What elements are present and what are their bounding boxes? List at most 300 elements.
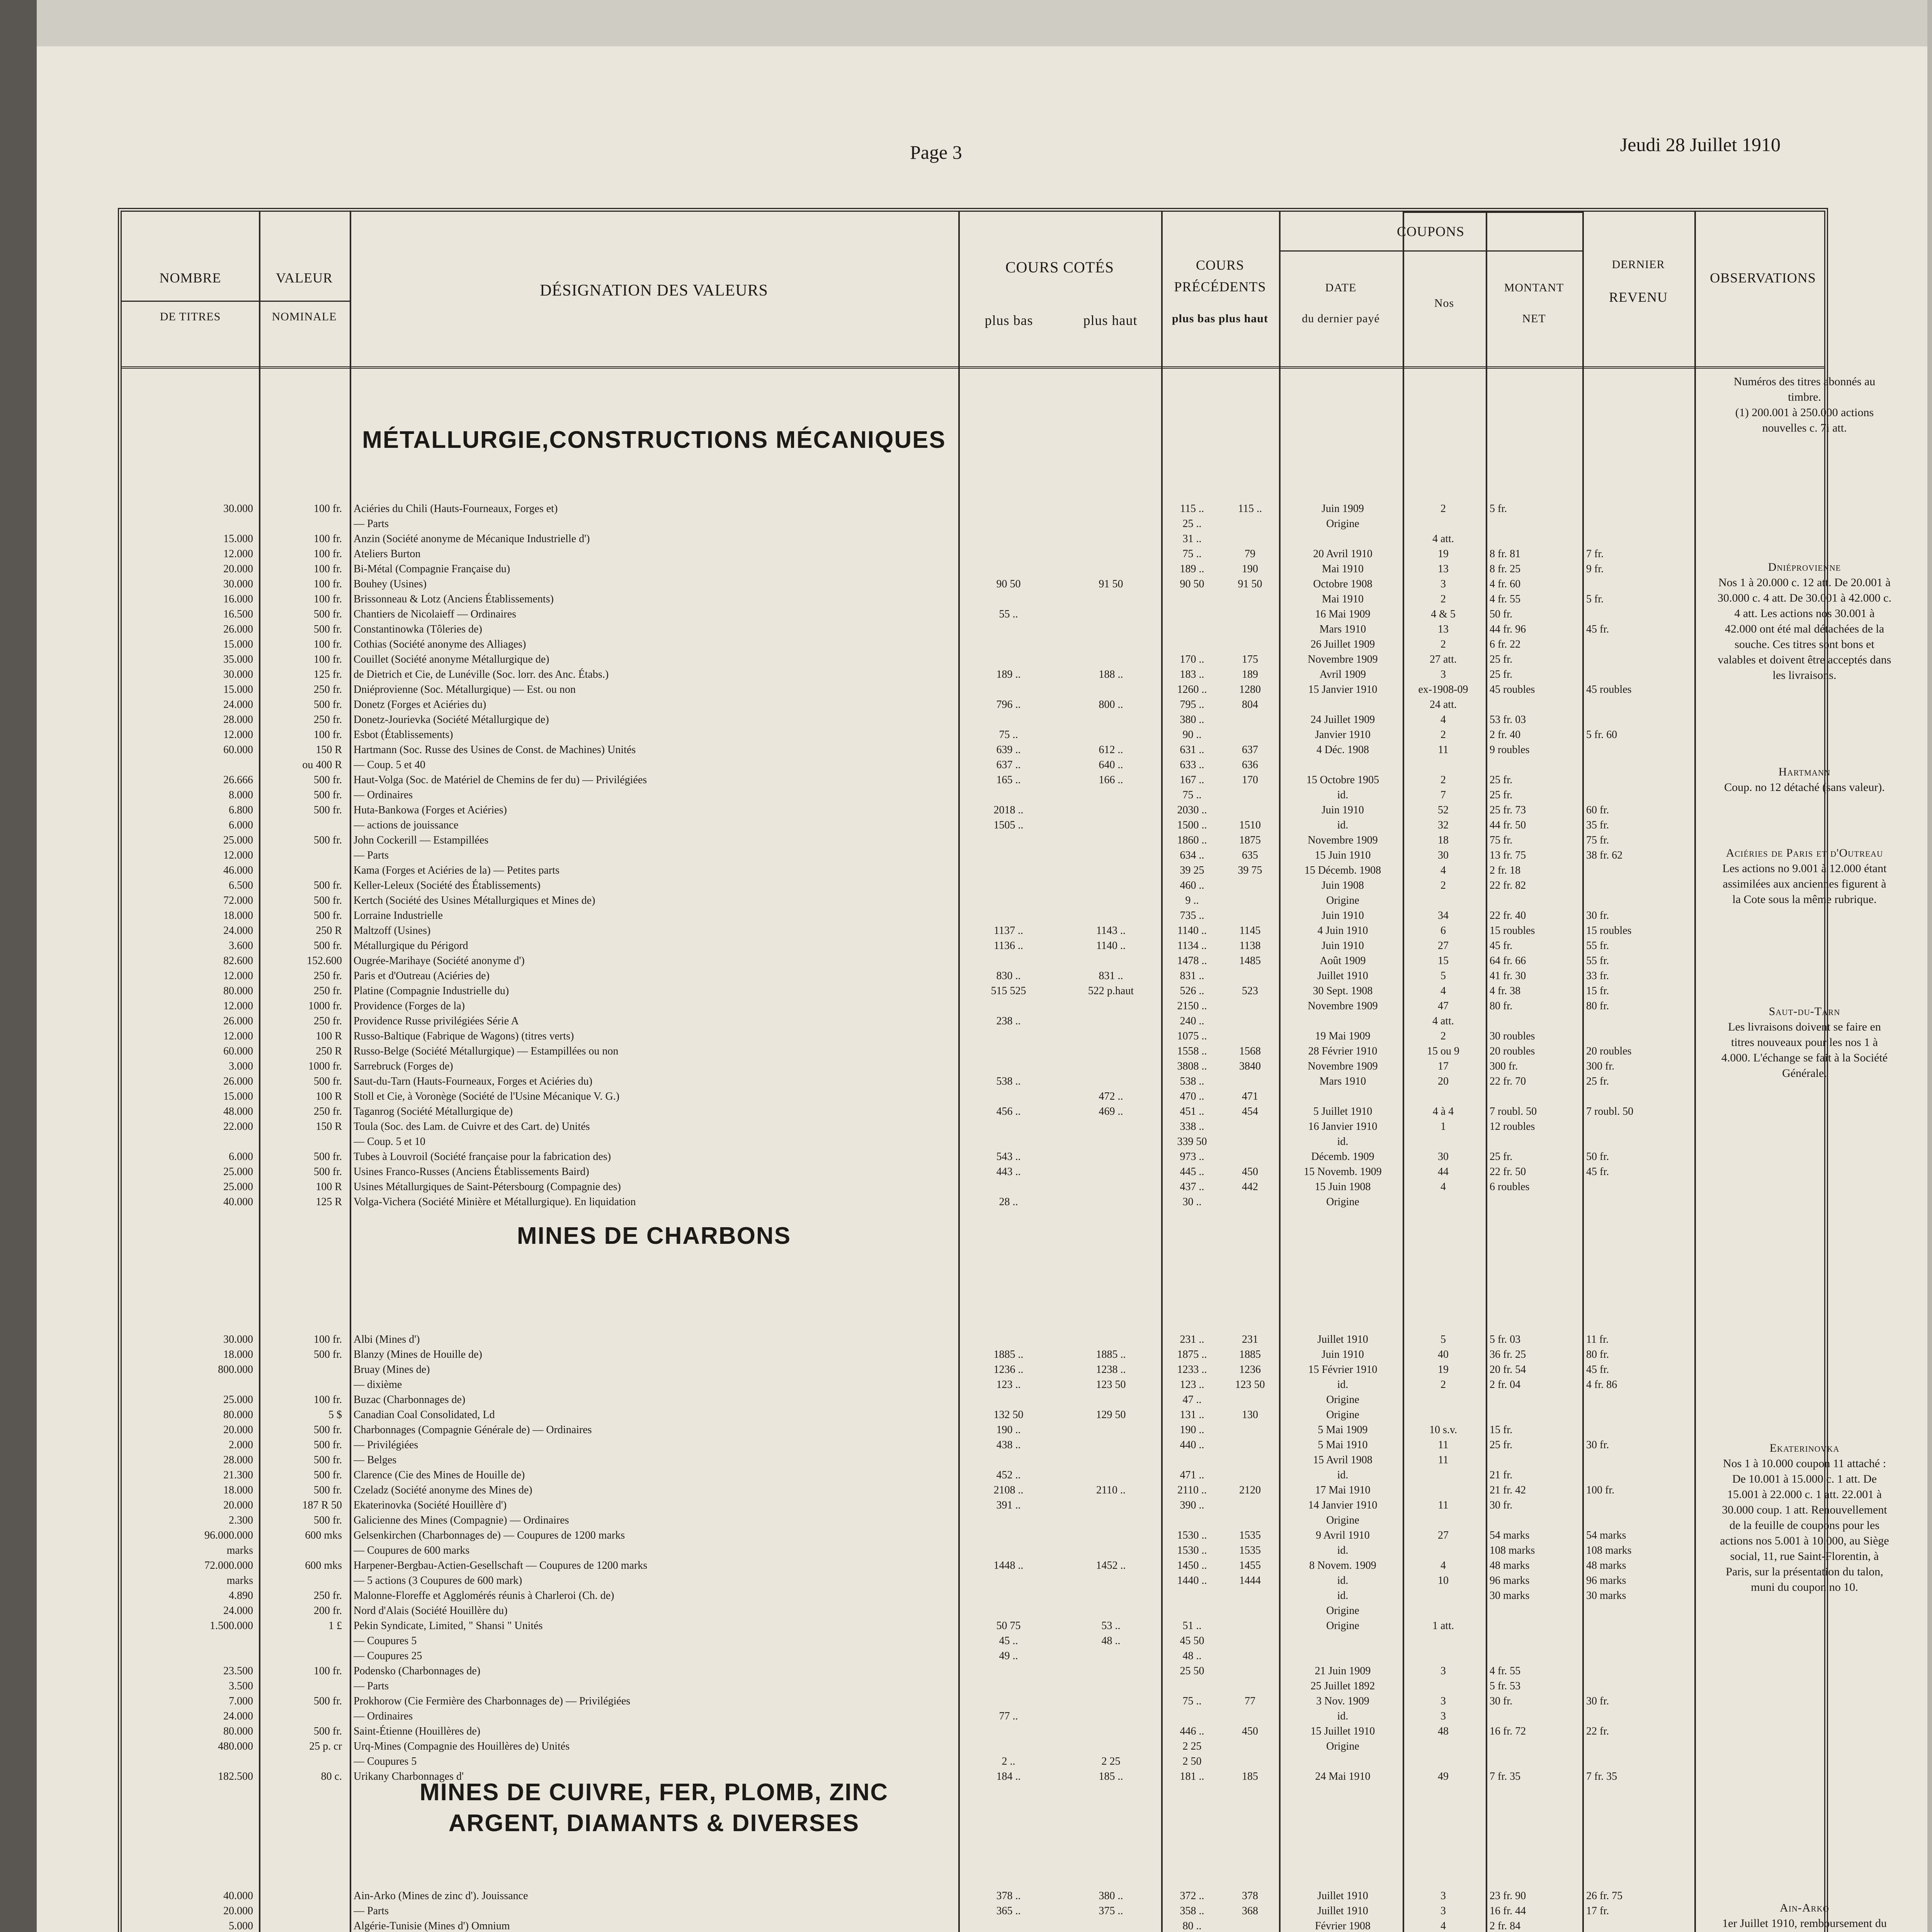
cell-revenu: 100 fr. [1586, 1484, 1615, 1496]
page-number: Page 3 [910, 141, 962, 163]
cell-plus-haut: 123 50 [1096, 1379, 1126, 1391]
cell-plus-bas: 75 .. [999, 729, 1018, 741]
cell-valeur: 100 fr. [313, 638, 342, 650]
cell-prec-bas: 80 .. [1182, 1920, 1202, 1932]
cell-designation: — Belges [354, 1454, 397, 1466]
cell-prec-bas: 2030 .. [1177, 804, 1207, 816]
cell-prec-bas: 31 .. [1182, 533, 1202, 545]
cell-designation: Aciéries du Chili (Hauts-Fourneaux, Forges et) [354, 503, 558, 515]
table-row [122, 833, 1824, 848]
cell-coupon-date: 24 Mai 1910 [1315, 1770, 1371, 1782]
obs-tarn-text: Les livraisons doivent se faire en titres nouveaux pour les nos 1 à 4.000. L'échange se fait à la Société Générale. [1721, 1020, 1888, 1080]
cell-prec-bas: 538 .. [1180, 1075, 1204, 1087]
cell-prec-bas: 2 50 [1182, 1755, 1202, 1767]
cell-coupon-date: 21 Juin 1909 [1315, 1665, 1371, 1677]
cell-designation: Kertch (Société des Usines Métallurgiques et Mines de) [354, 895, 595, 906]
cell-plus-bas: 90 50 [996, 578, 1021, 590]
cell-valeur: 100 fr. [313, 653, 342, 665]
cell-coupon-no: 2 [1440, 638, 1446, 650]
cell-valeur: 100 fr. [313, 563, 342, 575]
cell-revenu: 108 marks [1586, 1544, 1632, 1556]
cell-prec-haut: 231 [1242, 1333, 1258, 1345]
cell-plus-bas: 637 .. [996, 759, 1021, 771]
table-row [122, 697, 1824, 712]
cell-designation: — Ordinaires [354, 1710, 413, 1722]
cell-designation: — Coupures 25 [354, 1650, 422, 1662]
cell-montant: 4 fr. 38 [1490, 985, 1521, 997]
cell-nombre: 22.000 [223, 1121, 253, 1133]
table-row [122, 1498, 1824, 1513]
cell-coupon-no: 11 [1438, 744, 1449, 756]
cell-coupon-no: 3 [1440, 1890, 1446, 1902]
cell-nombre: 25.000 [223, 1166, 253, 1178]
cell-nombre: 72.000.000 [204, 1560, 253, 1571]
cell-prec-haut: 77 [1245, 1695, 1255, 1707]
cell-montant: 4 fr. 55 [1490, 593, 1521, 605]
cell-prec-bas: 2110 .. [1177, 1484, 1207, 1496]
cell-coupon-date: 4 Déc. 1908 [1316, 744, 1369, 756]
cell-nombre: 16.000 [223, 593, 253, 605]
cell-coupon-no: 11 [1438, 1454, 1449, 1466]
table-row [122, 1165, 1824, 1179]
cell-designation: — Privilégiées [354, 1439, 418, 1451]
obs-outreau [1718, 845, 1891, 907]
header-subrule-left [122, 301, 350, 302]
cell-montant: 300 fr. [1490, 1060, 1518, 1072]
cell-coupon-date: id. [1337, 1469, 1349, 1481]
cell-coupon-date: Origine [1326, 518, 1359, 530]
cell-coupon-no: 27 [1438, 940, 1449, 952]
cell-nombre: 1.500.000 [210, 1620, 253, 1632]
cell-coupon-date: Décemb. 1909 [1311, 1151, 1374, 1163]
cell-coupon-date: 24 Juillet 1909 [1310, 714, 1375, 726]
cell-revenu: 15 roubles [1586, 925, 1632, 937]
cell-revenu: 55 fr. [1586, 940, 1609, 952]
cell-designation: Constantinowka (Tôleries de) [354, 623, 482, 635]
obs-ekat-title: Ekaterinovka [1769, 1442, 1840, 1454]
cell-nombre: marks [226, 1575, 253, 1587]
cell-montant: 80 fr. [1490, 1000, 1513, 1012]
cell-prec-bas: 1478 .. [1177, 955, 1207, 967]
cell-revenu: 15 fr. [1586, 985, 1609, 997]
cell-coupon-no: 2 [1440, 503, 1446, 515]
table-row [122, 1604, 1824, 1618]
cell-valeur: 100 fr. [313, 548, 342, 560]
cell-nombre: 20.000 [223, 1905, 253, 1917]
table-row [122, 1528, 1824, 1543]
cell-designation: Esbot (Établissements) [354, 729, 453, 741]
cell-designation: — dixième [354, 1379, 402, 1391]
table-row [122, 1664, 1824, 1679]
cell-prec-haut: 368 [1242, 1905, 1258, 1917]
cell-nombre: 12.000 [223, 1030, 253, 1042]
col-observations: OBSERVATIONS [1710, 270, 1816, 286]
cell-prec-haut: 378 [1242, 1890, 1258, 1902]
cell-nombre: 4.890 [229, 1590, 253, 1602]
cell-revenu: 45 roubles [1586, 684, 1632, 696]
cell-designation: — Parts [354, 518, 389, 530]
cell-montant: 75 fr. [1490, 834, 1513, 846]
cell-coupon-date: 9 Avril 1910 [1316, 1529, 1370, 1541]
cell-valeur: 1000 fr. [308, 1000, 342, 1012]
book-binding [0, 0, 37, 1932]
cell-coupon-date: 3 Nov. 1909 [1316, 1695, 1369, 1707]
cell-coupon-date: id. [1337, 1590, 1349, 1602]
obs-saut-du-tarn [1718, 1004, 1891, 1081]
table-row [122, 893, 1824, 908]
cell-designation: Paris et d'Outreau (Aciéries de) [354, 970, 490, 982]
cell-coupon-date: id. [1337, 1136, 1349, 1148]
cell-valeur: 250 fr. [313, 1105, 342, 1117]
table-row [122, 1724, 1824, 1739]
table-row [122, 1739, 1824, 1754]
cell-designation: Bouhey (Usines) [354, 578, 427, 590]
cell-coupon-date: 15 Février 1910 [1308, 1364, 1378, 1376]
cell-prec-haut: 635 [1242, 849, 1258, 861]
cell-coupon-no: 4 à 4 [1432, 1105, 1454, 1117]
cell-montant: 5 fr. 03 [1490, 1333, 1521, 1345]
cell-coupon-date: Juillet 1910 [1317, 1890, 1368, 1902]
cell-valeur: 500 fr. [313, 699, 342, 711]
cell-nombre: 182.500 [218, 1770, 253, 1782]
cell-designation: — Coup. 5 et 40 [354, 759, 425, 771]
cell-designation: Urikany Charbonnages d' [354, 1770, 464, 1782]
col-cours-cotes: COURS COTÉS [1005, 259, 1114, 276]
cell-designation: — Coupures 5 [354, 1635, 417, 1647]
cell-coupon-date: 5 Mai 1909 [1318, 1424, 1368, 1436]
cell-prec-haut: 2120 [1239, 1484, 1261, 1496]
cell-prec-bas: 1860 .. [1177, 834, 1207, 846]
cell-nombre: 26.000 [223, 623, 253, 635]
cell-coupon-date: Mars 1910 [1319, 1075, 1366, 1087]
cell-plus-haut: 1238 .. [1096, 1364, 1126, 1376]
cell-coupon-date: 20 Avril 1910 [1313, 548, 1372, 560]
cell-coupon-no: 4 [1440, 985, 1446, 997]
cell-coupon-no: 11 [1438, 1439, 1449, 1451]
cell-nombre: 12.000 [223, 849, 253, 861]
cell-designation: Podensko (Charbonnages de) [354, 1665, 481, 1677]
cell-coupon-no: 4 & 5 [1431, 608, 1456, 620]
table-row [122, 848, 1824, 863]
cell-coupon-date: 15 Juillet 1910 [1310, 1725, 1375, 1737]
cell-montant: 22 fr. 40 [1490, 910, 1526, 922]
cell-plus-haut: 522 p.haut [1088, 985, 1134, 997]
col-cours-precedents: COURS PRÉCÉDENTS [1174, 257, 1266, 294]
cell-prec-haut: 450 [1242, 1166, 1258, 1178]
cell-plus-bas: 1505 .. [993, 819, 1024, 831]
cell-plus-haut: 166 .. [1099, 774, 1123, 786]
cell-nombre: 18.000 [223, 1484, 253, 1496]
cell-valeur: 100 fr. [313, 1394, 342, 1406]
cell-prec-bas: 1140 .. [1177, 925, 1207, 937]
cell-plus-bas: 1137 .. [994, 925, 1023, 937]
cell-coupon-date: 4 Juin 1910 [1317, 925, 1368, 937]
col-dernier: DERNIER [1612, 258, 1665, 271]
obs-ainarko-title: Ain-Arko [1780, 1901, 1829, 1914]
cell-coupon-date: Origine [1326, 1514, 1359, 1526]
cell-montant: 12 roubles [1490, 1121, 1535, 1133]
cell-prec-bas: 1530 .. [1177, 1544, 1207, 1556]
table-row [122, 1588, 1824, 1603]
table-row [122, 1649, 1824, 1663]
cell-coupon-no: 2 [1440, 1379, 1446, 1391]
col-numeros: Nos [1434, 297, 1454, 310]
cell-nombre: 6.500 [229, 879, 253, 891]
cell-coupon-no: 3 [1440, 1695, 1446, 1707]
cell-nombre: 6.000 [229, 819, 253, 831]
table-row [122, 818, 1824, 833]
cell-prec-haut: 450 [1242, 1725, 1258, 1737]
cell-prec-haut: 91 50 [1238, 578, 1262, 590]
cell-prec-bas: 25 50 [1180, 1665, 1204, 1677]
cell-coupon-no: 13 [1438, 563, 1449, 575]
cell-nombre: 8.000 [229, 789, 253, 801]
table-row [122, 758, 1824, 772]
obs-hartmann [1718, 764, 1891, 795]
cell-prec-bas: 167 .. [1180, 774, 1204, 786]
cell-montant: 96 marks [1490, 1575, 1530, 1587]
cell-revenu: 80 fr. [1586, 1349, 1609, 1361]
cell-valeur: 150 R [316, 744, 342, 756]
obs-outreau-text: Les actions no 9.001 à 12.000 étant assimilées aux anciennes figurent à la Cote sous la même rubrique. [1722, 862, 1887, 906]
cell-designation: Donetz-Jourievka (Société Métallurgique de) [354, 714, 549, 726]
cell-nombre: 16.500 [223, 608, 253, 620]
cell-montant: 53 fr. 03 [1490, 714, 1526, 726]
cell-nombre: 40.000 [223, 1196, 253, 1208]
cell-plus-bas: 190 .. [996, 1424, 1021, 1436]
cell-prec-haut: 189 [1242, 668, 1258, 680]
cell-designation: Ougrée-Marihaye (Société anonyme d') [354, 955, 525, 967]
cell-coupon-no: 4 [1440, 1920, 1446, 1932]
table-row [122, 1904, 1824, 1918]
cell-prec-bas: 181 .. [1180, 1770, 1204, 1782]
cell-coupon-no: 15 [1438, 955, 1449, 967]
cell-coupon-no: 2 [1440, 774, 1446, 786]
cell-designation: de Dietrich et Cie, de Lunéville (Soc. lorr. des Anc. Étabs.) [354, 668, 609, 680]
cell-valeur: 250 fr. [313, 985, 342, 997]
cell-nombre: 23.500 [223, 1665, 253, 1677]
cell-coupon-date: Mars 1910 [1319, 623, 1366, 635]
cell-prec-haut: 636 [1242, 759, 1258, 771]
table-row [122, 1543, 1824, 1558]
cell-designation: Toula (Soc. des Lam. de Cuivre et des Cart. de) Unités [354, 1121, 590, 1133]
cell-designation: Chantiers de Nicolaieff — Ordinaires [354, 608, 516, 620]
cell-montant: 2 fr. 84 [1490, 1920, 1521, 1932]
cell-coupon-date: 17 Mai 1910 [1315, 1484, 1371, 1496]
cell-revenu: 75 fr. [1586, 834, 1609, 846]
col-nominale: NOMINALE [272, 310, 337, 323]
cell-prec-haut: 1145 [1239, 925, 1261, 937]
table-row [122, 863, 1824, 878]
cell-prec-bas: 440 .. [1180, 1439, 1204, 1451]
cell-valeur: 500 fr. [313, 834, 342, 846]
obs-timbre [1718, 374, 1891, 436]
cell-revenu: 48 marks [1586, 1560, 1626, 1571]
cell-plus-bas: 49 .. [999, 1650, 1018, 1662]
cell-revenu: 300 fr. [1586, 1060, 1615, 1072]
cell-plus-haut: 91 50 [1099, 578, 1123, 590]
cell-prec-bas: 90 .. [1182, 729, 1202, 741]
cell-coupon-date: id. [1337, 1379, 1349, 1391]
table-row [122, 682, 1824, 697]
cell-coupon-date: Origine [1326, 1196, 1359, 1208]
cell-designation: Huta-Bankowa (Forges et Aciéries) [354, 804, 507, 816]
cell-plus-haut: 469 .. [1099, 1105, 1123, 1117]
obs-ainarko-text: 1er Juillet 1910, remboursement du [1722, 1917, 1887, 1930]
cell-prec-bas: 231 .. [1180, 1333, 1204, 1345]
cell-plus-bas: 28 .. [999, 1196, 1018, 1208]
cell-designation: Russo-Belge (Société Métallurgique) — Estampillées ou non [354, 1045, 619, 1057]
cell-designation: — Coupures 5 [354, 1755, 417, 1767]
cell-valeur: 500 fr. [313, 1349, 342, 1361]
cell-valeur: 25 p. cr [309, 1740, 342, 1752]
cell-coupon-date: 30 Sept. 1908 [1313, 985, 1373, 997]
cell-designation: — Parts [354, 1680, 389, 1692]
cell-valeur: 1000 fr. [308, 1060, 342, 1072]
table-row [122, 622, 1824, 637]
cell-designation: Usines Métallurgiques de Saint-Pétersbourg (Compagnie des) [354, 1181, 621, 1193]
cell-prec-bas: 973 .. [1180, 1151, 1204, 1163]
cell-prec-bas: 47 .. [1182, 1394, 1202, 1406]
cell-montant: 15 roubles [1490, 925, 1535, 937]
cell-revenu: 20 roubles [1586, 1045, 1632, 1057]
cell-coupon-date: Juin 1908 [1321, 879, 1364, 891]
cell-valeur: 100 R [316, 1090, 342, 1102]
cell-montant: 44 fr. 50 [1490, 819, 1526, 831]
cell-coupon-date: Juin 1910 [1321, 804, 1364, 816]
cell-prec-bas: 339 50 [1177, 1136, 1207, 1148]
cell-valeur: 500 fr. [313, 1075, 342, 1087]
cell-designation: Usines Franco-Russes (Anciens Établissements Baird) [354, 1166, 589, 1178]
cell-designation: — actions de jouissance [354, 819, 459, 831]
cell-revenu: 55 fr. [1586, 955, 1609, 967]
cell-coupon-date: id. [1337, 1544, 1349, 1556]
table-row [122, 1679, 1824, 1694]
cell-valeur: 250 R [316, 925, 342, 937]
cell-montant: 30 fr. [1490, 1499, 1513, 1511]
cell-coupon-date: Juillet 1910 [1317, 970, 1368, 982]
cell-montant: 30 fr. [1490, 1695, 1513, 1707]
cell-coupon-date: 19 Mai 1909 [1315, 1030, 1371, 1042]
cell-designation: Taganrog (Société Métallurgique de) [354, 1105, 513, 1117]
cell-plus-haut: 800 .. [1099, 699, 1123, 711]
cell-coupon-date: Juin 1910 [1321, 910, 1364, 922]
cell-designation: Harpener-Bergbau-Actien-Gesellschaft — Coupures de 1200 marks [354, 1560, 648, 1571]
cell-coupon-date: Juin 1910 [1321, 1349, 1364, 1361]
cell-prec-bas: 1075 .. [1177, 1030, 1207, 1042]
cell-plus-bas: 2 .. [1002, 1755, 1015, 1767]
cell-montant: 22 fr. 70 [1490, 1075, 1526, 1087]
cell-prec-bas: 190 .. [1180, 1424, 1204, 1436]
cell-prec-haut: 1444 [1239, 1575, 1261, 1587]
table-row [122, 1362, 1824, 1377]
cell-nombre: 80.000 [223, 1409, 253, 1421]
page-stack-edge [1927, 0, 1932, 1932]
cell-coupon-no: 17 [1438, 1060, 1449, 1072]
cell-plus-bas: 796 .. [996, 699, 1021, 711]
cell-coupon-no: 3 [1440, 1905, 1446, 1917]
cell-plus-haut: 1452 .. [1096, 1560, 1126, 1571]
cell-prec-bas: 115 .. [1180, 503, 1204, 515]
cell-coupon-date: Octobre 1908 [1313, 578, 1372, 590]
cell-plus-bas: 1448 .. [993, 1560, 1024, 1571]
cell-designation: Clarence (Cie des Mines de Houille de) [354, 1469, 525, 1481]
cell-coupon-no: 4 att. [1432, 533, 1454, 545]
cell-revenu: 45 fr. [1586, 1364, 1609, 1376]
cell-nombre: 2.000 [229, 1439, 253, 1451]
cell-montant: 48 marks [1490, 1560, 1530, 1571]
cell-prec-bas: 189 .. [1180, 563, 1204, 575]
cell-valeur: 500 fr. [313, 1725, 342, 1737]
col-designation: DÉSIGNATION DES VALEURS [540, 282, 768, 299]
cell-prec-bas: 634 .. [1180, 849, 1204, 861]
obs-ain-arko [1718, 1900, 1891, 1932]
cell-montant: 21 fr. [1490, 1469, 1513, 1481]
cell-valeur: 100 fr. [313, 533, 342, 545]
cell-valeur: 100 fr. [313, 729, 342, 741]
table-row [122, 1378, 1824, 1392]
table-row [122, 878, 1824, 893]
cell-montant: 44 fr. 96 [1490, 623, 1526, 635]
cell-prec-bas: 123 .. [1180, 1379, 1204, 1391]
cell-plus-bas: 538 .. [996, 1075, 1021, 1087]
cell-designation: — Coup. 5 et 10 [354, 1136, 425, 1148]
table-row [122, 773, 1824, 787]
cell-coupon-date: 5 Mai 1910 [1318, 1439, 1368, 1451]
cell-coupon-date: id. [1337, 789, 1349, 801]
cell-montant: 2 fr. 18 [1490, 864, 1521, 876]
cell-valeur: 600 mks [305, 1529, 342, 1541]
running-header [37, 129, 1927, 180]
table-row [122, 1044, 1824, 1059]
cell-designation: — Ordinaires [354, 789, 413, 801]
cell-plus-haut: 129 50 [1096, 1409, 1126, 1421]
cell-prec-bas: 48 .. [1182, 1650, 1202, 1662]
cell-montant: 25 fr. [1490, 1439, 1513, 1451]
cell-revenu: 38 fr. 62 [1586, 849, 1623, 861]
cell-plus-bas: 55 .. [999, 608, 1018, 620]
table-row [122, 1134, 1824, 1149]
cell-prec-haut: 115 .. [1238, 503, 1262, 515]
cell-nombre: 3.600 [229, 940, 253, 952]
cell-prec-haut: 442 [1242, 1181, 1258, 1193]
cell-revenu: 9 fr. [1586, 563, 1604, 575]
table-row [122, 1104, 1824, 1119]
section-metallurgie: MÉTALLURGIE,CONSTRUCTIONS MÉCANIQUES [362, 427, 946, 453]
cell-designation: John Cockerill — Estampillées [354, 834, 489, 846]
cell-nombre: 96.000.000 [204, 1529, 253, 1541]
obs-ekaterinovka [1718, 1440, 1891, 1595]
cell-valeur: 100 R [316, 1181, 342, 1193]
cell-nombre: 30.000 [223, 578, 253, 590]
cell-prec-bas: 460 .. [1180, 879, 1204, 891]
cell-valeur: 100 fr. [313, 1333, 342, 1345]
cell-nombre: 24.000 [223, 1710, 253, 1722]
cell-montant: 9 roubles [1490, 744, 1530, 756]
cell-nombre: 15.000 [223, 684, 253, 696]
cell-plus-haut: 640 .. [1099, 759, 1123, 771]
cell-valeur: 500 fr. [313, 804, 342, 816]
cell-designation: Saut-du-Tarn (Hauts-Fourneaux, Forges et Aciéries du) [354, 1075, 593, 1087]
cell-prec-bas: 39 25 [1180, 864, 1204, 876]
cell-designation: Providence Russe privilégiées Série A [354, 1015, 519, 1027]
cell-plus-bas: 123 .. [996, 1379, 1021, 1391]
cell-plus-haut: 185 .. [1099, 1770, 1123, 1782]
cell-coupon-date: 16 Janvier 1910 [1308, 1121, 1378, 1133]
table-row [122, 969, 1824, 983]
obs-dnieprovienne-title: Dniéprovienne [1768, 561, 1841, 573]
cell-prec-bas: 380 .. [1180, 714, 1204, 726]
